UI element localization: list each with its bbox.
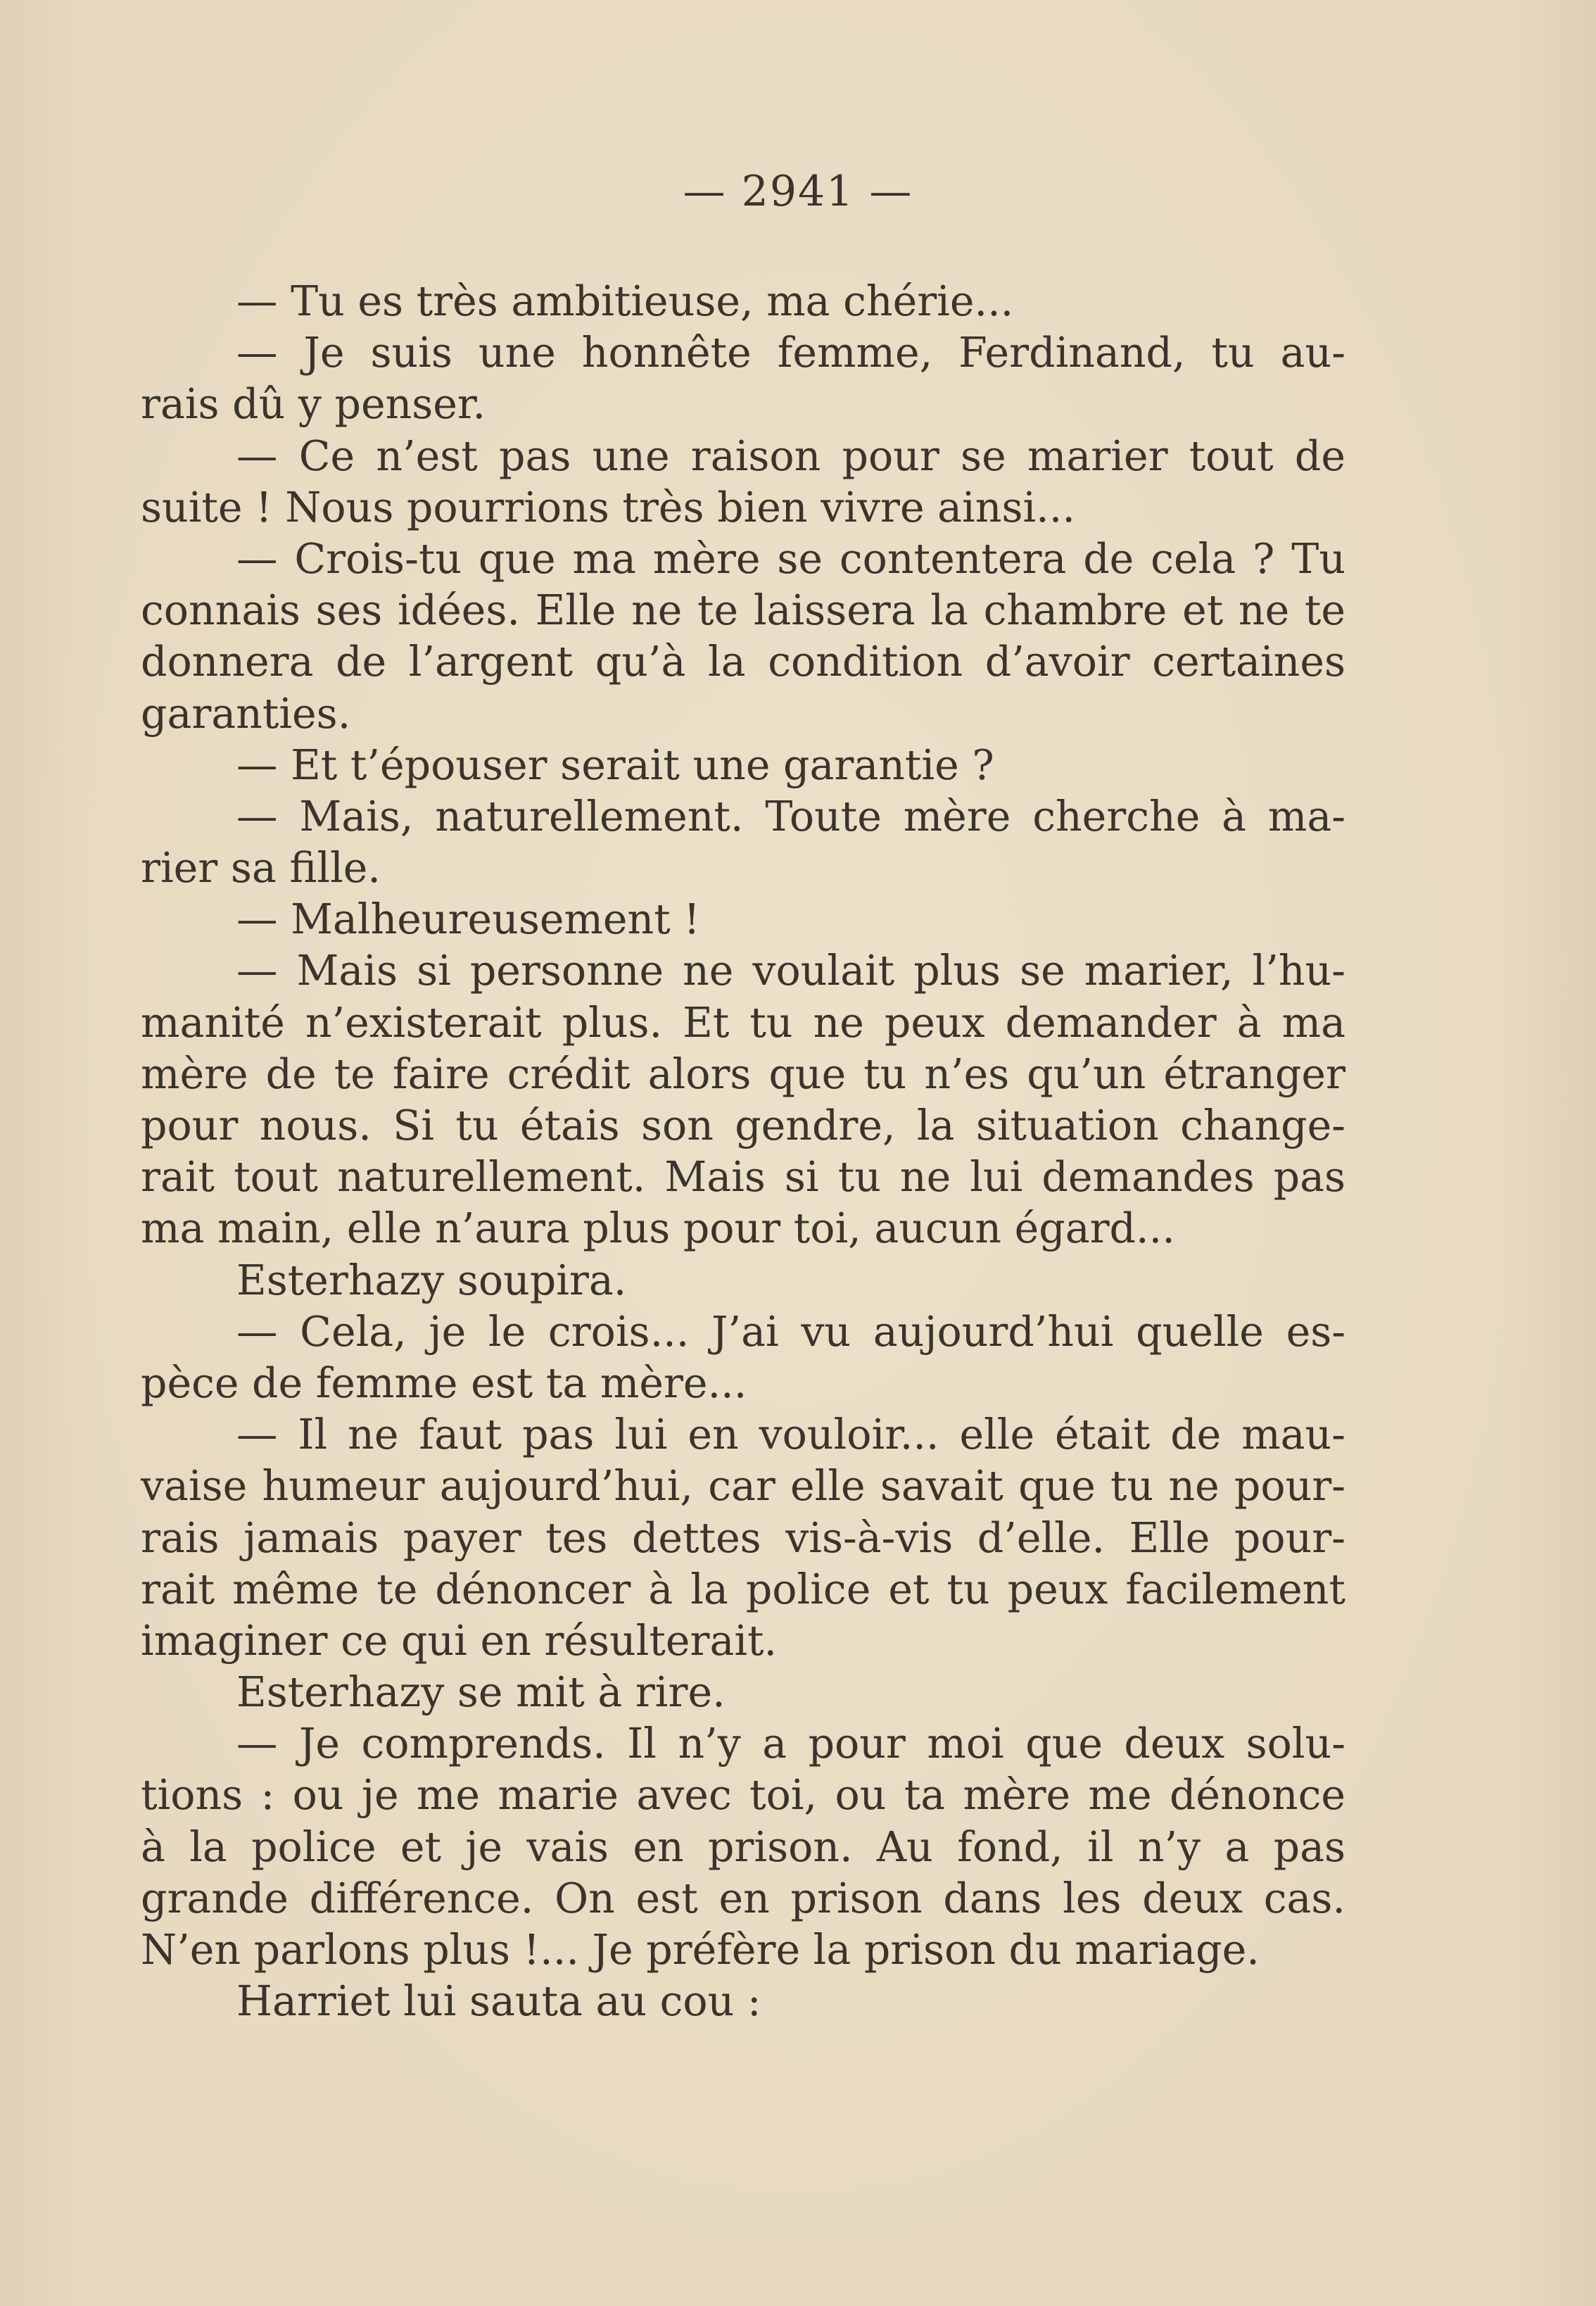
text-line: — Ce n’est pas une raison pour se marier tout de: [236, 431, 1345, 480]
body-text: [141, 276, 1345, 2027]
text-line: Harriet lui sauta au cou :: [236, 1977, 761, 2026]
text-line: rier sa fille.: [141, 844, 381, 893]
text-line: grande différence. On est en prison dans les deux cas.: [141, 1874, 1345, 1922]
text-line: — Mais si personne ne voulait plus se marier, l’hu-: [236, 947, 1345, 995]
text-line: garanties.: [141, 689, 351, 738]
text-line: imaginer ce qui en résulterait.: [141, 1616, 778, 1665]
text-line: à la police et je vais en prison. Au fond, il n’y a pas: [141, 1822, 1345, 1871]
text-line: donnera de l’argent qu’à la condition d’avoir certaines: [141, 638, 1345, 686]
text-line: tions : ou je me marie avec toi, ou ta mère me dénonce: [141, 1771, 1345, 1820]
text-line: suite ! Nous pourrions très bien vivre ainsi...: [141, 483, 1075, 531]
text-line: rait même te dénoncer à la police et tu peux facilement: [141, 1565, 1345, 1613]
text-line: manité n’existerait plus. Et tu ne peux demander à ma: [141, 998, 1345, 1047]
page-number: — 2941 —: [683, 167, 913, 216]
text-line: connais ses idées. Elle ne te laissera la chambre et ne te: [141, 586, 1345, 635]
text-line: — Je suis une honnête femme, Ferdinand, tu au-: [236, 329, 1345, 377]
text-line: — Cela, je le crois... J’ai vu aujourd’hui quelle es-: [236, 1307, 1345, 1356]
text-line: — Et t’épouser serait une garantie ?: [236, 741, 994, 789]
text-line: — Je comprends. Il n’y a pour moi que deux solu-: [236, 1720, 1345, 1768]
text-line: rais jamais payer tes dettes vis-à-vis d’elle. Elle pour-: [141, 1513, 1345, 1562]
text-line: rait tout naturellement. Mais si tu ne lui demandes pas: [141, 1153, 1345, 1202]
text-line: — Mais, naturellement. Toute mère cherche à ma-: [236, 792, 1345, 840]
text-line: Esterhazy se mit à rire.: [236, 1668, 726, 1717]
text-line: ma main, elle n’aura plus pour toi, aucun égard...: [141, 1204, 1175, 1253]
text-line: mère de te faire crédit alors que tu n’es qu’un étranger: [141, 1050, 1345, 1098]
text-line: — Crois-tu que ma mère se contentera de cela ? Tu: [236, 534, 1345, 583]
text-line: — Malheureusement !: [236, 895, 700, 944]
text-line: N’en parlons plus !... Je préfère la prison du mariage.: [141, 1926, 1260, 1974]
text-line: rais dû y penser.: [141, 380, 486, 429]
text-line: pèce de femme est ta mère...: [141, 1359, 747, 1407]
text-line: vaise humeur aujourd’hui, car elle savait que tu ne pour-: [141, 1462, 1345, 1511]
text-line: pour nous. Si tu étais son gendre, la situation change-: [141, 1102, 1345, 1149]
text-line: — Tu es très ambitieuse, ma chérie...: [236, 277, 1014, 325]
text-line: Esterhazy soupira.: [236, 1256, 627, 1304]
text-line: — Il ne faut pas lui en vouloir... elle était de mau-: [236, 1411, 1345, 1459]
